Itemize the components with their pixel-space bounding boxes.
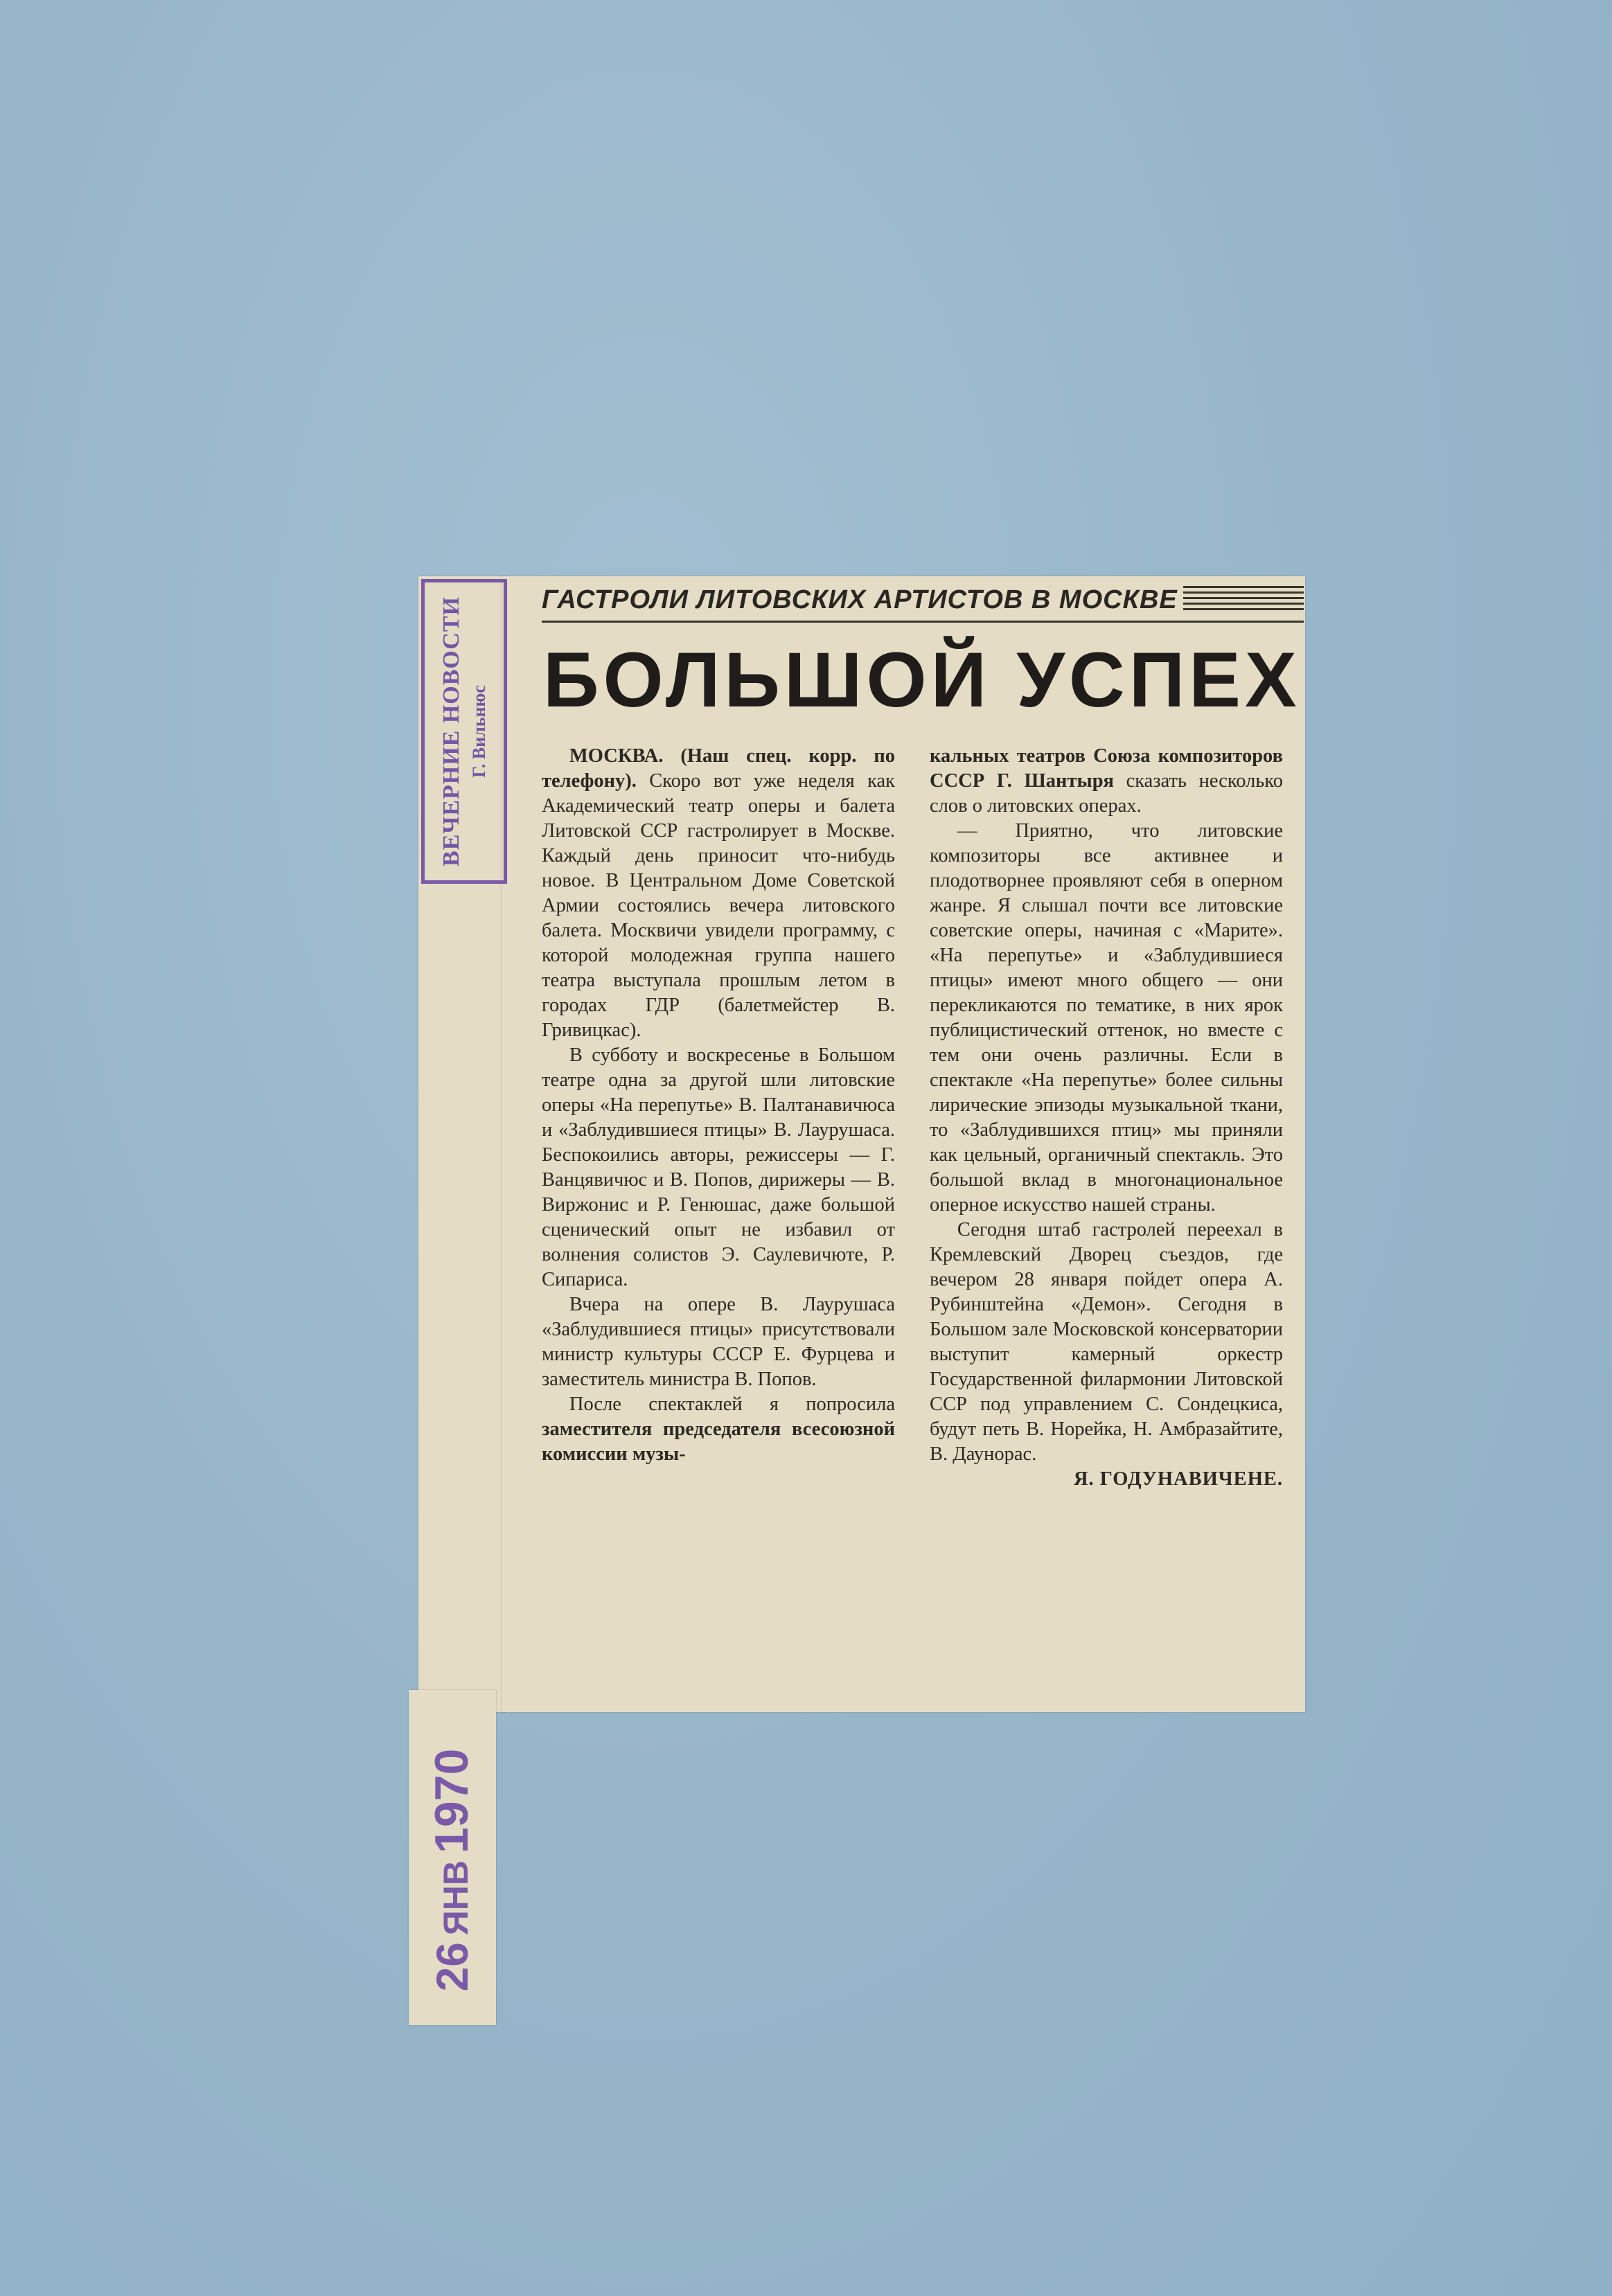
date-stamp-year: 1970 [425,1748,478,1853]
article-text-bold: заместителя председателя всесоюзной комиссии музы- [542,1418,895,1465]
article-paragraph [542,744,895,1043]
article-rubric [542,579,1304,621]
article-text: После спектаклей я попросила [569,1394,895,1415]
article-paragraph: Сегодня штаб гастролей переехал в Кремлевский Дворец съездов, где вечером 28 января пойдет опера А. Рубинштейна «Демон». Сегодня в Большом зале Московской консерватории выступит камерный оркестр Государственной филармонии Литовской ССР под управлением С. Сондецкиса, будут петь В. Норейка, Н. Амбразайтите, В. Даунорас. [930,1219,1283,1465]
article-dateline: МОСКВА. (Наш спец. корр. по телефону). [542,745,895,792]
date-stamp-month: ЯНВ [436,1860,475,1936]
article-headline: БОЛЬШОЙ УСПЕХ [543,637,1301,723]
rubric-underline [542,621,1304,623]
date-stamp [425,1749,479,1992]
article-signature: Я. ГОДУНАВИЧЕНЕ. [1073,1468,1283,1490]
newspaper-source-stamp [421,579,507,884]
stamp-city: Г. Вильнюс [469,685,489,778]
article-paragraph: — Приятно, что литовские композиторы все активнее и плодотворнее проявляют себя в оперном жанре. Я слышал почти все литовские советские оперы, начиная с «Марите». «На перепутье» и «Заблудившиеся птицы» имеют много общего — они перекликаются по тематике, в них ярок публицистический оттенок, но вместе с тем они очень различны. Если в спектакле «На перепутье» более сильны лирические эпизоды музыкальной ткани, то «Заблудившихся птиц» мы приняли как цельный, органичный спектакль. Это большой вклад в многонациональное оперное искусство нашей страны. [930,820,1283,1216]
stamp-newspaper-name: ВЕЧЕРНИЕ НОВОСТИ [439,596,464,866]
article-text: Скоро вот уже неделя как Академический театр оперы и балета Литовской ССР гастролирует в Москве. Каждый день приносит что-нибудь новое. В Центральном Доме Советской Армии состоялись вечера литовского балета. Москвичи увидели программу, с которой молодежная группа нашего театра выступала прошлым летом в городах ГДР (балетмейстер В. Гривицкас). [542,770,896,1041]
article-text-bold: кальных театров Союза композиторов СССР Г. Шантыря [930,745,1283,792]
rubric-decorative-lines [1183,586,1304,614]
article-column-left [542,744,895,1467]
date-stamp-day: 26 [427,1942,477,1992]
article-paragraph: Вчера на опере В. Лаурушаса «Заблудившиеся птицы» присутствовали министр культуры СССР Е. Фурцева и заместитель министра В. Попов. [542,1294,895,1390]
article-text: сказать несколько слов о литовских операх. [930,770,1283,817]
article-paragraph [930,744,1283,819]
article-column-right [930,744,1283,1492]
article-paragraph: В субботу и воскресенье в Большом театре одна за другой шли литовские оперы «На перепутье» В. Палтанавичюса и «Заблудившиеся птицы» В. Лаурушаса. Беспокоились авторы, режиссеры — Г. Ванцявичюс и В. Попов, дирижеры — В. Виржонис и Р. Генюшас, даже большой сценический опыт не избавил от волнения солистов Э. Саулевичюте, Р. Сипариса. [542,1044,895,1290]
article-paragraph [542,1392,895,1467]
rubric-text: ГАСТРОЛИ ЛИТОВСКИХ АРТИСТОВ В МОСКВЕ [542,585,1178,614]
